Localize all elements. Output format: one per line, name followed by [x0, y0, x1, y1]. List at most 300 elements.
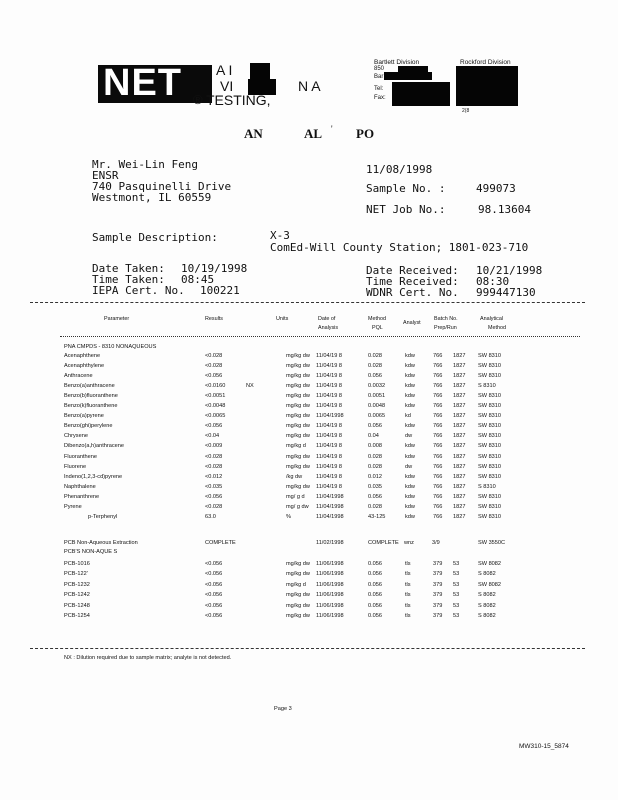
units-cell: mg/kg dw	[286, 393, 310, 400]
batch-cell: 766	[433, 503, 443, 510]
batch-cell: 766	[433, 493, 443, 500]
result-cell: <0.056	[205, 423, 223, 430]
analysis-date-cell: 11/04/19 8	[316, 463, 343, 470]
result-cell: <0.012	[205, 473, 223, 480]
method-cell: S 8082	[478, 592, 496, 599]
footnote: NX : Dilution required due to sample matrix; analyte is not detected.	[64, 655, 232, 661]
parameter-cell: Chrysene	[64, 433, 88, 440]
analyst-cell: tls	[405, 592, 411, 599]
parameter-cell: Pyrene	[64, 503, 82, 510]
division1-tel: Tel:	[374, 86, 384, 92]
method-cell: S 8082	[478, 571, 496, 578]
pql-cell: 0.0032	[368, 383, 386, 390]
analyst-cell: kd	[405, 413, 411, 420]
job-no: 98.13604	[478, 203, 531, 216]
parameter-cell: Benzo(k)fluoranthene	[64, 403, 118, 410]
run-cell: 1827	[453, 403, 466, 410]
batch-cell: 766	[433, 473, 443, 480]
job-no-label: NET Job No.:	[366, 203, 446, 216]
table-row	[0, 603, 618, 613]
analysis-date-cell: 11/06/1998	[316, 613, 344, 619]
method-cell: SW 8310	[478, 443, 502, 450]
pql-cell: 0.04	[368, 433, 379, 440]
pql-cell: 0.056	[368, 561, 382, 567]
col-analysis: Analysis	[318, 325, 339, 331]
analysis-date-cell: 11/04/19 8	[316, 403, 343, 410]
run-cell: 1827	[453, 473, 466, 480]
method-cell: SW 8310	[478, 473, 502, 480]
pql-cell: 0.056	[368, 613, 382, 619]
parameter-cell: p-Terphenyl	[88, 513, 118, 520]
pql-cell: 0.012	[368, 473, 382, 480]
col-method: Method	[368, 316, 386, 322]
batch-cell: 766	[433, 433, 443, 440]
result-cell: <0.028	[205, 363, 223, 370]
units-cell: mg/kg dw	[286, 373, 310, 380]
run-cell: 1827	[453, 373, 466, 380]
run-cell: 53	[453, 602, 460, 609]
analyst-cell: kdw	[405, 503, 415, 510]
analyst-cell: tls	[405, 561, 411, 567]
units-cell: mg/kg d	[286, 443, 306, 450]
batch-cell: 766	[433, 443, 443, 450]
time-received-label: Time Received:	[366, 275, 459, 288]
run-cell: 1827	[453, 393, 466, 400]
method-cell: SW 8310	[478, 423, 502, 430]
pql-cell: 0.056	[368, 581, 382, 588]
col-analytical: Analytical	[480, 316, 504, 322]
pql-cell: 0.0065	[368, 413, 386, 420]
parameter-cell: Fluoranthene	[64, 453, 97, 460]
units-cell: mg/kg dw	[286, 483, 310, 490]
run-cell: 1827	[453, 413, 466, 420]
document-id: MW310-15_5874	[519, 743, 569, 750]
result-cell: <0.028	[205, 353, 223, 359]
table-row	[0, 484, 618, 494]
units-cell: mg/kg d	[286, 581, 306, 588]
sample-desc-label: Sample Description:	[92, 231, 218, 244]
section-pcb-extraction: PCB Non-Aqueous Extraction	[64, 540, 138, 546]
redaction	[392, 82, 450, 106]
result-cell: <0.04	[205, 433, 220, 440]
date-taken: 10/19/1998	[181, 262, 248, 275]
net-logo: NET	[103, 62, 182, 104]
col-analyst: Analyst	[403, 320, 421, 326]
method-cell: SW 8310	[478, 353, 502, 359]
run-cell: 53	[453, 592, 460, 599]
iepa-label: IEPA Cert. No.	[92, 284, 185, 297]
result-cell: <0.056	[205, 613, 223, 619]
page-number: Page 3	[274, 706, 292, 712]
table-row	[0, 413, 618, 423]
analyst-cell: tls	[405, 571, 411, 578]
units-cell: mg/kg dw	[286, 463, 310, 470]
section-pcb-nonaqueous: PCB'S NON-AQUE S	[64, 549, 118, 555]
client-address2: Westmont, IL 60559	[92, 191, 212, 204]
method-cell: SW 8310	[478, 413, 502, 420]
parameter-cell: Benzo(ghi)perylene	[64, 423, 113, 430]
division1-line2: Bar	[374, 74, 384, 80]
pcb-extraction-result: COMPLETE	[205, 540, 236, 546]
method-cell: S 8310	[478, 483, 496, 490]
run-cell: 1827	[453, 383, 466, 390]
method-cell: SW 8310	[478, 463, 502, 470]
col-method2: Method	[488, 325, 506, 331]
batch-cell: 766	[433, 373, 443, 380]
result-cell: <0.056	[205, 581, 223, 588]
run-cell: 53	[453, 571, 460, 578]
client-company: ENSR	[92, 169, 119, 182]
redaction	[250, 63, 270, 79]
analyst-cell: kdw	[405, 443, 415, 450]
units-cell: mg/kg dw	[286, 413, 310, 420]
analyst-cell: kdw	[405, 473, 415, 480]
parameter-cell: Naphthalene	[64, 483, 96, 490]
table-row	[0, 423, 618, 433]
qualifier-cell: NX	[246, 383, 254, 390]
run-cell: 1827	[453, 493, 466, 500]
analyst-cell: kdw	[405, 353, 415, 359]
run-cell: 1827	[453, 503, 466, 510]
batch-cell: 766	[433, 513, 443, 520]
table-row	[0, 373, 618, 383]
run-cell: 1827	[453, 433, 466, 440]
units-cell: mg/kg dw	[286, 571, 310, 578]
company-line2: VI	[220, 78, 234, 94]
units-cell: mg/ g d	[286, 493, 305, 500]
analysis-date-cell: 11/04/19 8	[316, 473, 343, 480]
time-taken-label: Time Taken:	[92, 273, 165, 286]
wdnr-label: WDNR Cert. No.	[366, 286, 459, 299]
result-cell: <0.0065	[205, 413, 226, 420]
col-date-of: Date of	[318, 316, 336, 322]
report-date: 11/08/1998	[366, 163, 433, 176]
units-cell: /kg dw	[286, 473, 303, 480]
pql-cell: 0.028	[368, 353, 382, 359]
analyst-cell: tls	[405, 613, 411, 619]
date-received: 10/21/1998	[476, 264, 543, 277]
pcb-extraction-pql: COMPLETE	[368, 540, 399, 546]
analysis-date-cell: 11/04/1998	[316, 503, 344, 510]
report-title-left: AN	[244, 126, 263, 141]
analyst-cell: kdw	[405, 393, 415, 400]
analyst-cell: tls	[405, 602, 411, 609]
parameter-cell: PCB-1232	[64, 581, 90, 588]
col-units: Units	[276, 316, 289, 322]
method-cell: S 8082	[478, 613, 496, 619]
table-row	[0, 592, 618, 602]
batch-cell: 766	[433, 413, 443, 420]
analysis-date-cell: 11/06/1998	[316, 571, 344, 578]
title-mark: '	[331, 124, 333, 134]
divider	[30, 302, 585, 303]
date-received-label: Date Received:	[366, 264, 459, 277]
analysis-date-cell: 11/04/1998	[316, 513, 344, 520]
method-cell: SW 8310	[478, 513, 502, 520]
parameter-cell: Fluorene	[64, 463, 87, 470]
analyst-cell: dw	[405, 463, 413, 470]
table-row	[0, 363, 618, 373]
method-cell: SW 8310	[478, 393, 502, 400]
table-row	[0, 353, 618, 363]
result-cell: <0.056	[205, 561, 223, 567]
method-cell: SW 8310	[478, 433, 502, 440]
batch-cell: 379	[433, 613, 443, 619]
run-cell: 53	[453, 561, 460, 567]
parameter-cell: Benzo(b)fluoranthene	[64, 393, 118, 400]
batch-cell: 766	[433, 403, 443, 410]
table-row	[0, 504, 618, 514]
parameter-cell: Acenaphthylene	[64, 363, 105, 370]
client-name: Mr. Wei-Lin Feng	[92, 158, 198, 171]
method-cell: SW 8082	[478, 561, 502, 567]
analysis-date-cell: 11/04/19 8	[316, 353, 343, 359]
analyst-cell: kdw	[405, 513, 415, 520]
divider	[30, 648, 585, 649]
analysis-date-cell: 11/04/1998	[316, 413, 344, 420]
division1-line1: 850	[374, 66, 385, 72]
report-title-right: PO	[356, 126, 375, 141]
method-cell: S 8082	[478, 602, 496, 609]
time-taken: 08:45	[181, 273, 215, 286]
batch-cell: 379	[433, 602, 443, 609]
parameter-cell: Anthracene	[64, 373, 93, 380]
pql-cell: 43-125	[368, 513, 386, 520]
batch-cell: 766	[433, 453, 443, 460]
result-cell: <0.009	[205, 443, 223, 450]
registered-mark: ®	[193, 92, 203, 107]
run-cell: 1827	[453, 423, 466, 430]
sample-no-label: Sample No. :	[366, 182, 446, 195]
units-cell: mg/kg dw	[286, 423, 310, 430]
parameter-cell: Phenanthrene	[64, 493, 100, 500]
method-cell: SW 8082	[478, 581, 502, 588]
division2-label: Rockford Division	[460, 59, 511, 66]
batch-cell: 379	[433, 581, 443, 588]
method-cell: SW 8310	[478, 453, 502, 460]
table-row	[0, 393, 618, 403]
units-cell: mg/kg dw	[286, 592, 310, 599]
batch-cell: 379	[433, 561, 443, 567]
units-cell: mg/kg dw	[286, 561, 310, 567]
pql-cell: 0.0048	[368, 403, 386, 410]
analysis-date-cell: 11/06/1998	[316, 561, 344, 567]
company-line4: TESTING,	[206, 92, 271, 108]
batch-cell: 766	[433, 383, 443, 390]
header-rule	[60, 336, 580, 337]
method-cell: SW 8310	[478, 363, 502, 370]
table-row	[0, 403, 618, 413]
table-row	[0, 613, 618, 623]
company-line3: N A	[298, 78, 321, 94]
table-row	[0, 561, 618, 571]
table-row	[0, 433, 618, 443]
result-cell: <0.056	[205, 592, 223, 599]
result-cell: <0.0051	[205, 393, 226, 400]
sample-no: 499073	[476, 182, 516, 195]
pql-cell: 0.028	[368, 503, 382, 510]
table-row	[0, 454, 618, 464]
units-cell: mg/kg dw	[286, 363, 310, 370]
pql-cell: 0.028	[368, 463, 382, 470]
parameter-cell: PCB-1248	[64, 602, 90, 609]
parameter-cell: Indeno(1,2,3-cd)pyrene	[64, 473, 123, 480]
table-row	[0, 494, 618, 504]
run-cell: 1827	[453, 463, 466, 470]
col-results: Results	[205, 316, 223, 322]
method-cell: SW 8310	[478, 373, 502, 380]
batch-cell: 766	[433, 423, 443, 430]
run-cell: 1827	[453, 363, 466, 370]
parameter-cell: PCB-122'	[64, 571, 88, 578]
sample-desc-2: ComEd-Will County Station; 1801-023-710	[270, 241, 529, 254]
time-received: 08:30	[476, 275, 510, 288]
analysis-date-cell: 11/04/19 8	[316, 383, 343, 390]
sample-desc-1: X-3	[270, 229, 290, 242]
iepa-cert: 100221	[200, 284, 240, 297]
units-cell: mg/kg dw	[286, 353, 310, 359]
units-cell: mg/ g dw	[286, 503, 309, 510]
analyst-cell: kdw	[405, 403, 415, 410]
pql-cell: 0.056	[368, 373, 382, 380]
batch-cell: 766	[433, 393, 443, 400]
parameter-cell: PCB-1254	[64, 613, 90, 619]
analysis-date-cell: 11/06/1998	[316, 581, 344, 588]
result-cell: <0.028	[205, 463, 223, 470]
result-cell: <0.056	[205, 602, 223, 609]
units-cell: mg/kg dw	[286, 383, 310, 390]
batch-cell: 766	[433, 483, 443, 490]
result-cell: <0.0160	[205, 383, 226, 390]
units-cell: mg/kg dw	[286, 433, 310, 440]
company-line1: A I	[216, 62, 233, 78]
run-cell: 53	[453, 581, 460, 588]
run-cell: 1827	[453, 443, 466, 450]
run-cell: 1827	[453, 353, 466, 359]
pql-cell: 0.0051	[368, 393, 386, 400]
analysis-date-cell: 11/04/19 8	[316, 433, 343, 440]
units-cell: mg/kg dw	[286, 613, 310, 619]
table-row	[0, 443, 618, 453]
analysis-date-cell: 11/04/19 8	[316, 393, 343, 400]
parameter-cell: PCB-1016	[64, 561, 90, 567]
result-cell: <0.035	[205, 483, 223, 490]
pql-cell: 0.028	[368, 363, 382, 370]
table-row	[0, 571, 618, 581]
units-cell: %	[286, 513, 291, 520]
pql-cell: 0.056	[368, 493, 382, 500]
report-title-mid: AL	[304, 126, 323, 141]
result-cell: <0.056	[205, 373, 223, 380]
units-cell: mg/kg dw	[286, 403, 310, 410]
pql-cell: 0.008	[368, 443, 382, 450]
run-cell: 1827	[453, 483, 466, 490]
analysis-date-cell: 11/04/1998	[316, 493, 344, 500]
analysis-date-cell: 11/04/19 8	[316, 443, 343, 450]
analysis-date-cell: 11/06/1998	[316, 602, 344, 609]
units-cell: mg/kg dw	[286, 453, 310, 460]
analyst-cell: kdw	[405, 423, 415, 430]
col-parameter: Parameter	[104, 316, 130, 322]
batch-cell: 379	[433, 592, 443, 599]
pcb-extraction-analyst: wnz	[404, 540, 414, 546]
result-cell: 63.0	[205, 513, 216, 520]
wdnr-cert: 999447130	[476, 286, 536, 299]
analysis-date-cell: 11/06/1998	[316, 592, 344, 599]
batch-cell: 766	[433, 463, 443, 470]
batch-cell: 379	[433, 571, 443, 578]
result-cell: <0.056	[205, 571, 223, 578]
analysis-date-cell: 11/04/19 8	[316, 363, 343, 370]
units-cell: mg/kg dw	[286, 602, 310, 609]
batch-cell: 766	[433, 353, 443, 359]
parameter-cell: Benzo(a)anthracene	[64, 383, 115, 390]
table-row	[0, 582, 618, 592]
pcb-extraction-date: 11/02/1998	[316, 540, 344, 546]
batch-cell: 766	[433, 363, 443, 370]
analysis-date-cell: 11/04/19 8	[316, 453, 343, 460]
redaction	[456, 66, 518, 106]
col-pql: PQL	[372, 325, 383, 331]
parameter-cell: Dibenzo(a,h)anthracene	[64, 443, 125, 450]
section-pna: PNA CMPDS - 8310 NONAQUEOUS	[64, 344, 157, 350]
parameter-cell: Benzo(a)pyrene	[64, 413, 104, 420]
method-cell: SW 8310	[478, 493, 502, 500]
analysis-date-cell: 11/04/19 8	[316, 483, 343, 490]
analyst-cell: kdw	[405, 493, 415, 500]
run-cell: 53	[453, 613, 460, 619]
analyst-cell: kdw	[405, 373, 415, 380]
run-cell: 1827	[453, 513, 466, 520]
result-cell: <0.028	[205, 453, 223, 460]
col-prep-run: Prep/Run	[434, 325, 457, 331]
division1-fax: Fax:	[374, 95, 386, 101]
pcb-extraction-batch: 3/9	[432, 540, 440, 546]
table-row	[0, 383, 618, 393]
pql-cell: 0.028	[368, 453, 382, 460]
analyst-cell: kdw	[405, 363, 415, 370]
pql-cell: 0.056	[368, 602, 382, 609]
table-row	[0, 474, 618, 484]
analyst-cell: tls	[405, 581, 411, 588]
redaction	[384, 72, 432, 80]
analyst-cell: kdw	[405, 453, 415, 460]
analyst-cell: kdw	[405, 483, 415, 490]
run-cell: 1827	[453, 453, 466, 460]
pql-cell: 0.056	[368, 571, 382, 578]
pql-cell: 0.056	[368, 423, 382, 430]
pcb-extraction-method: SW 3550C	[478, 540, 506, 546]
pql-cell: 0.056	[368, 592, 382, 599]
division2-code: 2(8	[462, 108, 470, 114]
method-cell: SW 8310	[478, 403, 502, 410]
method-cell: SW 8310	[478, 503, 502, 510]
col-batch-no: Batch No.	[434, 316, 458, 322]
analyst-cell: kdw	[405, 383, 415, 390]
client-address1: 740 Pasquinelli Drive	[92, 180, 232, 193]
pql-cell: 0.035	[368, 483, 382, 490]
parameter-cell: PCB-1242	[64, 592, 90, 599]
table-row	[0, 514, 618, 524]
result-cell: <0.0048	[205, 403, 226, 410]
analysis-date-cell: 11/04/19 8	[316, 423, 343, 430]
result-cell: <0.056	[205, 493, 223, 500]
division1-label: Bartlett Division	[374, 59, 420, 66]
table-row	[0, 464, 618, 474]
analyst-cell: dw	[405, 433, 413, 440]
method-cell: S 8310	[478, 383, 496, 390]
result-cell: <0.028	[205, 503, 223, 510]
